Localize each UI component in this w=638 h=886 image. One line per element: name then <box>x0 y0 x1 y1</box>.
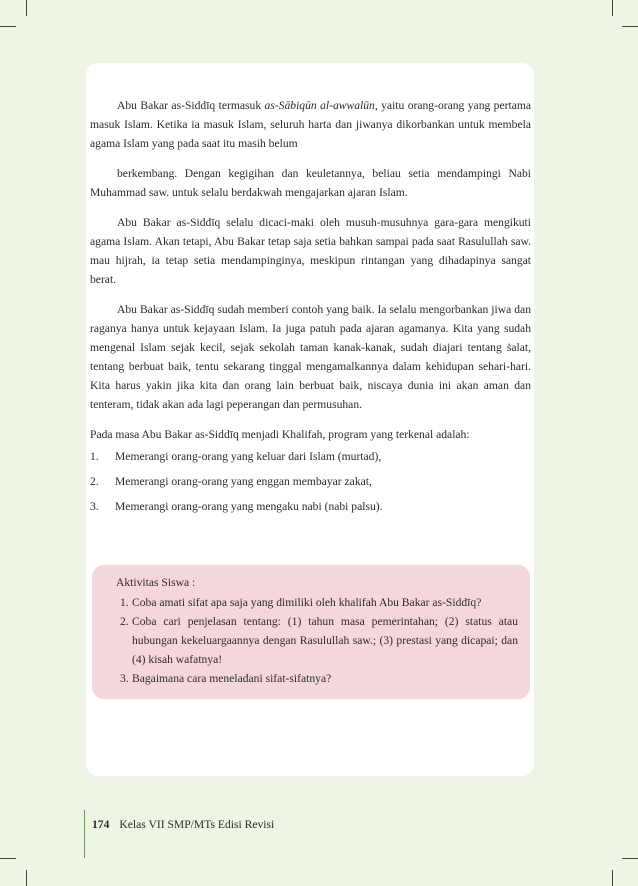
body-text <box>90 96 531 522</box>
program-intro: Pada masa Abu Bakar as-Siddīq menjadi Khalifah, program yang terkenal adalah: <box>90 428 470 441</box>
list-text: Memerangi orang-orang yang enggan membayar zakat, <box>115 475 372 488</box>
list-text: Memerangi orang-orang yang keluar dari Islam (murtad), <box>115 450 382 463</box>
book-title: Kelas VII SMP/MTs Edisi Revisi <box>119 818 275 831</box>
list-item <box>90 447 531 466</box>
activity-item <box>120 593 518 612</box>
crop-mark <box>612 870 613 886</box>
list-number: 1. <box>90 450 99 463</box>
footer-rule <box>84 810 85 858</box>
crop-mark <box>0 858 16 859</box>
activity-list <box>120 593 518 688</box>
crop-mark <box>26 0 27 16</box>
activity-number: 2. <box>120 615 129 628</box>
activity-text: Bagaimana cara meneladani sifat-sifatnya? <box>132 672 332 685</box>
list-text: Memerangi orang-orang yang mengaku nabi (nabi palsu). <box>115 500 383 513</box>
paragraph: Abu Bakar as-Siddīq sudah memberi contoh yang baik. Ia selalu mengorbankan jiwa dan raganya hanya untuk kejayaan Islam. Ia juga patuh pada ajaran agamanya. Kita yang sudah mengenal Islam sejak kecil, sejak sekolah taman kanak-kanak, sudah diajari tentang ṡalat, tentang berbuat baik, tentu sekarang tinggal mengamalkannya dalam kehidupan sehari-hari. Kita harus yakin jika kita dan orang lain berbuat baik, niscaya dunia ini akan aman dan tenteram, tidak akan ada lagi peperangan dan permusuhan. <box>90 303 531 411</box>
activity-number: 1. <box>120 596 129 609</box>
paragraph: Abu Bakar as-Siddīq selalu dicaci-maki oleh musuh-musuhnya gara-gara mengikuti agama Islam. Akan tetapi, Abu Bakar tetap saja setia bahkan sampai pada saat Rasulullah saw. mau hijrah, ia tetap setia mendampinginya, meskipun rintangan yang dihadapinya sangat berat. <box>90 216 531 286</box>
crop-mark <box>622 858 638 859</box>
activity-text: Coba amati sifat apa saja yang dimiliki oleh khalifah Abu Bakar as-Siddīq? <box>132 596 482 609</box>
page-number: 174 <box>92 818 110 831</box>
activity-title: Aktivitas Siswa : <box>116 576 196 589</box>
paragraph: berkembang. Dengan kegigihan dan keuletannya, beliau setia mendampingi Nabi Muhammad saw. untuk selalu berdakwah mengajarkan ajaran Islam. <box>90 167 531 199</box>
paragraph-italic-term: as-Sābiqūn al-awwalūn <box>264 99 375 112</box>
list-number: 2. <box>90 475 99 488</box>
list-number: 3. <box>90 500 99 513</box>
activity-item <box>120 669 518 688</box>
crop-mark <box>26 870 27 886</box>
activity-item <box>120 612 518 669</box>
page-footer <box>92 818 274 831</box>
activity-number: 3. <box>120 672 129 685</box>
paragraph-text: Abu Bakar as-Siddīq termasuk <box>117 99 265 112</box>
program-list <box>90 447 531 516</box>
crop-mark <box>622 26 638 27</box>
activity-text: Coba cari penjelasan tentang: (1) tahun masa pemerintahan; (2) status atau hubungan kekeluargaannya dengan Rasulullah saw.; (3) prestasi yang dicapai; dan (4) kisah wafatnya! <box>132 615 518 666</box>
paragraph-text: , yaitu orang-orang yang pertama masuk Islam. Ketika ia masuk Islam, seluruh harta dan jiwanya dikorbankan untuk membela agama Islam yang pada saat itu masih belum <box>90 99 532 150</box>
crop-mark <box>0 26 16 27</box>
list-item <box>90 472 531 491</box>
paragraph <box>90 96 531 153</box>
crop-mark <box>612 0 613 16</box>
list-item <box>90 497 531 516</box>
activity-box <box>92 565 530 699</box>
